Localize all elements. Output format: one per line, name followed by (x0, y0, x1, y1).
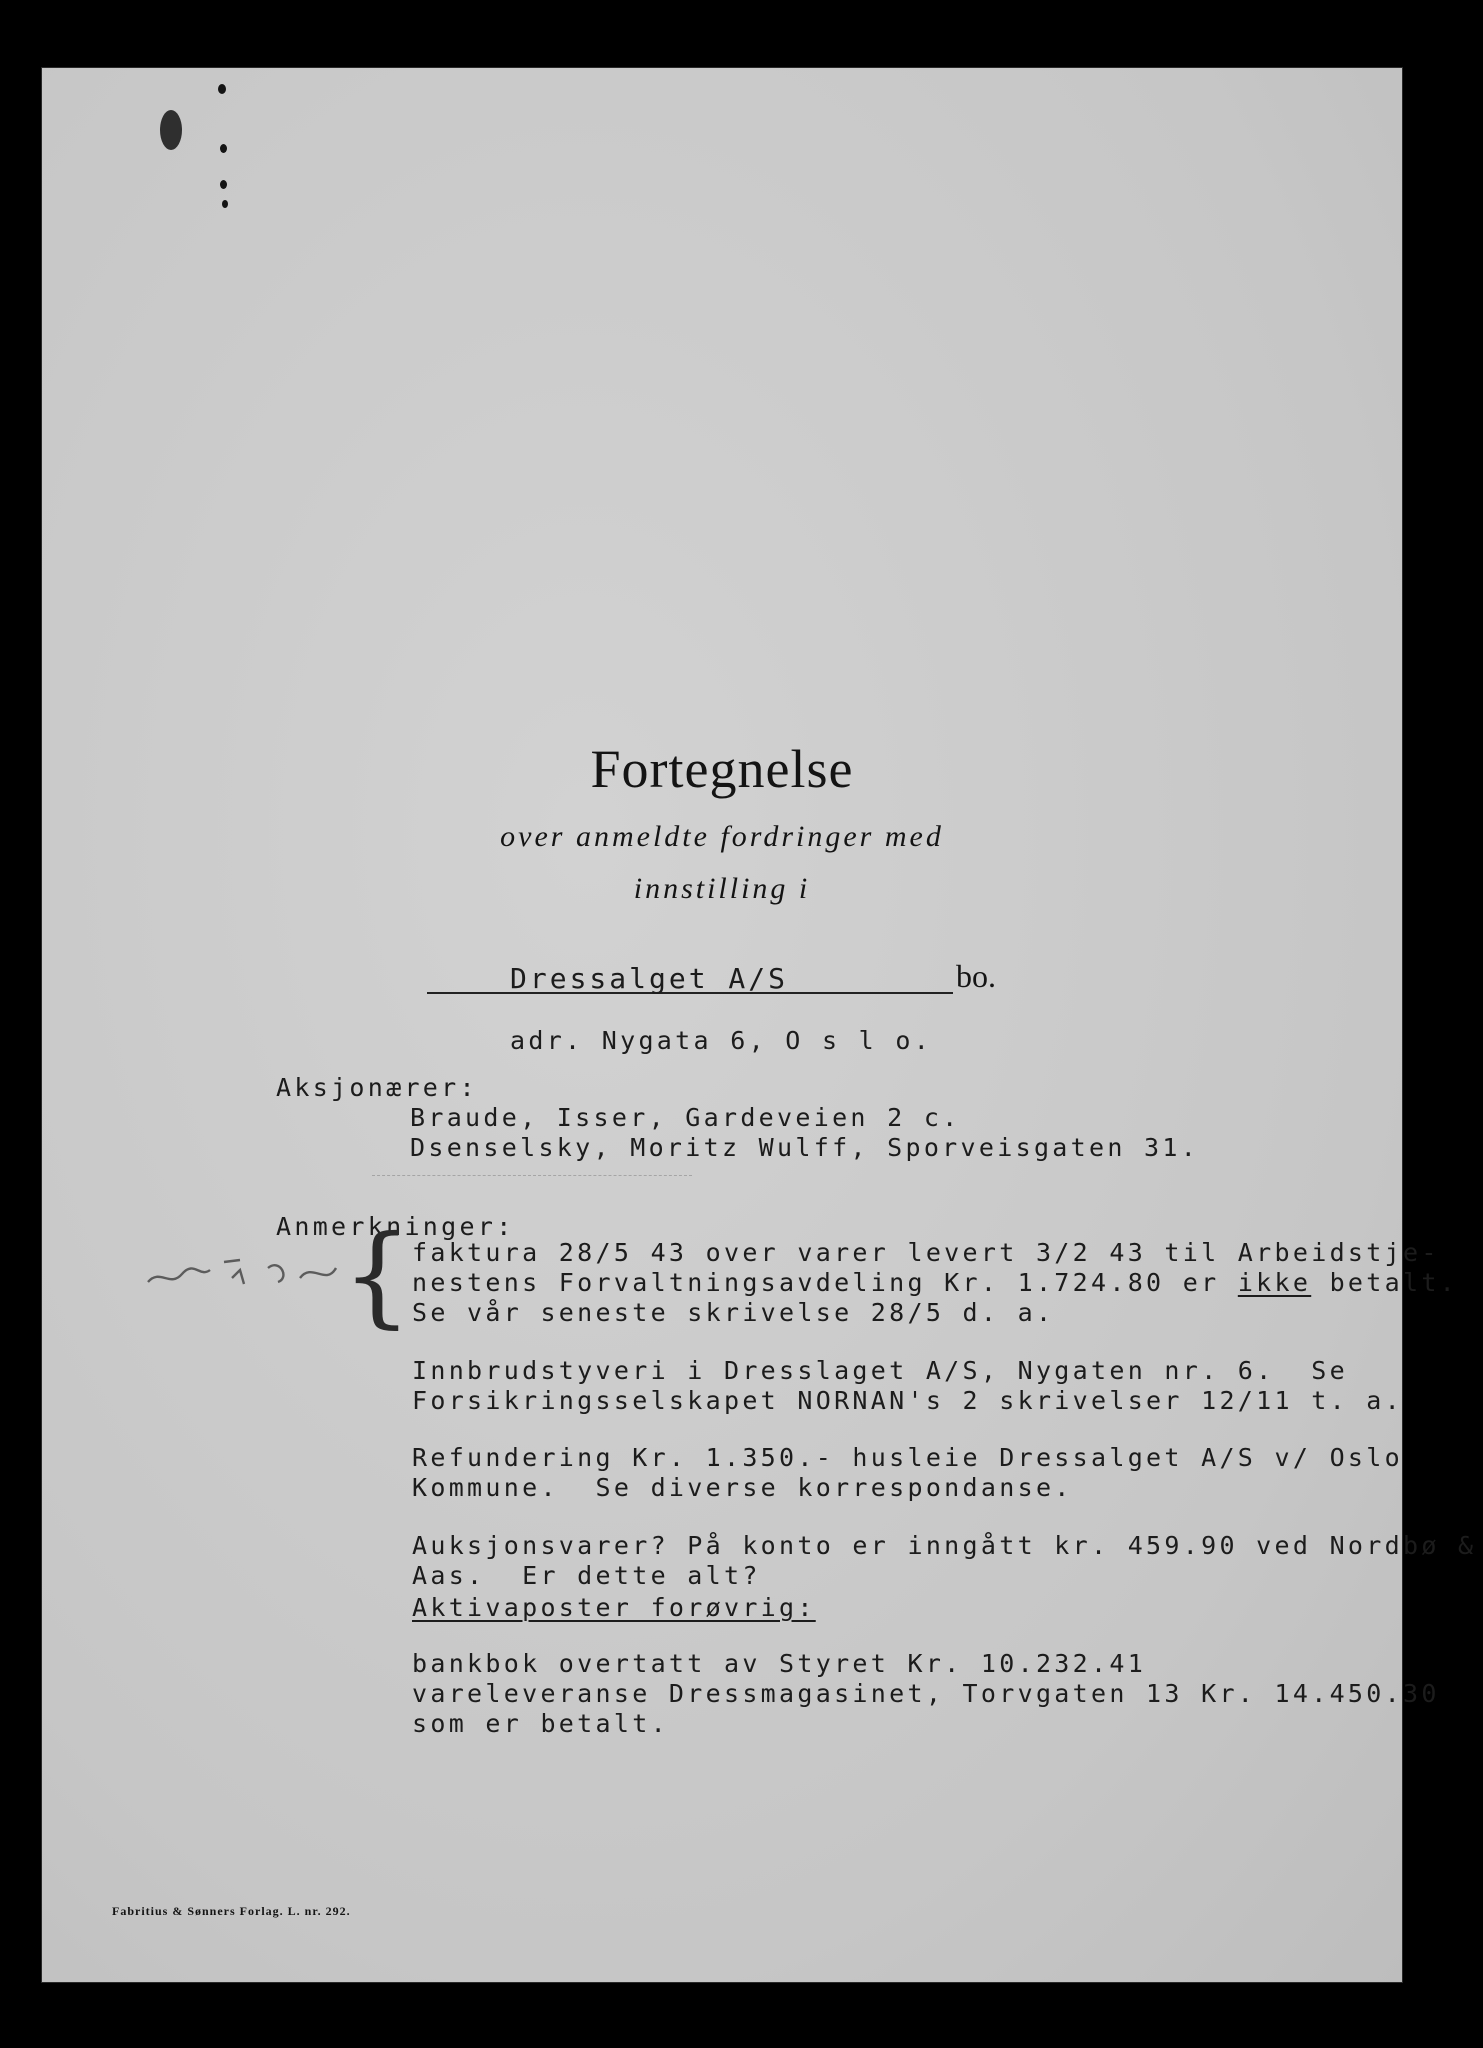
remark-1-line-2 (412, 1268, 1458, 1297)
brace-mark: { (342, 1211, 412, 1339)
remark-1-line-2-post: betalt. (1311, 1268, 1459, 1297)
estate-address: adr. Nygata 6, O s l o. (510, 1026, 933, 1055)
remark-4-line-1: Auksjonsvarer? På konto er inngått kr. 459.90 ved Nordbø & (412, 1531, 1477, 1560)
publisher-imprint: Fabritius & Sønners Forlag. L. nr. 292. (112, 1904, 351, 1918)
assets-heading: Aktivaposter forøvrig: (412, 1593, 816, 1622)
punch-hole-mark (160, 110, 182, 150)
punch-hole-mark (218, 84, 226, 94)
shareholder-entry: Braude, Isser, Gardeveien 2 c. (410, 1103, 961, 1132)
remark-1-line-2-pre: nestens Forvaltningsavdeling Kr. 1.724.80 er (412, 1268, 1238, 1297)
remark-2-line-2: Forsikringsselskapet NORNAN's 2 skrivelser 12/11 t. a. (412, 1386, 1403, 1415)
asset-line-1: bankbok overtatt av Styret Kr. 10.232.41 (412, 1649, 1147, 1678)
subtitle-line-2: innstilling i (633, 872, 811, 905)
asset-line-3: som er betalt. (412, 1709, 669, 1738)
asset-line-2: vareleveranse Dressmagasinet, Torvgaten 13 Kr. 14.450.30 (412, 1679, 1440, 1708)
punch-hole-mark (220, 144, 227, 153)
shareholders-heading: Aksjonærer: (276, 1073, 478, 1102)
shareholder-entry: Dsenselsky, Moritz Wulff, Sporveisgaten 31. (410, 1133, 1200, 1162)
remark-4-line-2: Aas. Er dette alt? (412, 1561, 761, 1590)
remark-1-line-1: faktura 28/5 43 over varer levert 3/2 43 til Arbeidstje- (412, 1238, 1440, 1267)
punch-hole-mark (220, 180, 227, 189)
handwritten-margin-note (140, 1248, 360, 1298)
remark-3-line-1: Refundering Kr. 1.350.- husleie Dressalget A/S v/ Oslo (412, 1443, 1403, 1472)
document-page (42, 68, 1477, 1982)
remark-1-emphasis: ikke (1237, 1268, 1312, 1297)
estate-name: Dressalget A/S (510, 962, 789, 995)
subtitle-line-1: over anmeldte fordringer med (500, 820, 944, 853)
pencil-note (372, 1161, 692, 1176)
remark-1-line-3: Se vår seneste skrivelse 28/5 d. a. (412, 1298, 1055, 1327)
punch-hole-mark (222, 200, 228, 208)
remarks-heading: Anmerkninger: (276, 1212, 515, 1241)
estate-suffix: bo. (956, 958, 996, 994)
remark-2-line-1: Innbrudstyveri i Dresslaget A/S, Nygaten nr. 6. Se (412, 1356, 1348, 1385)
remark-3-line-2: Kommune. Se diverse korrespondanse. (412, 1473, 1073, 1502)
handwriting-scribble (140, 1248, 360, 1298)
page-title: Fortegnelse (590, 739, 854, 799)
